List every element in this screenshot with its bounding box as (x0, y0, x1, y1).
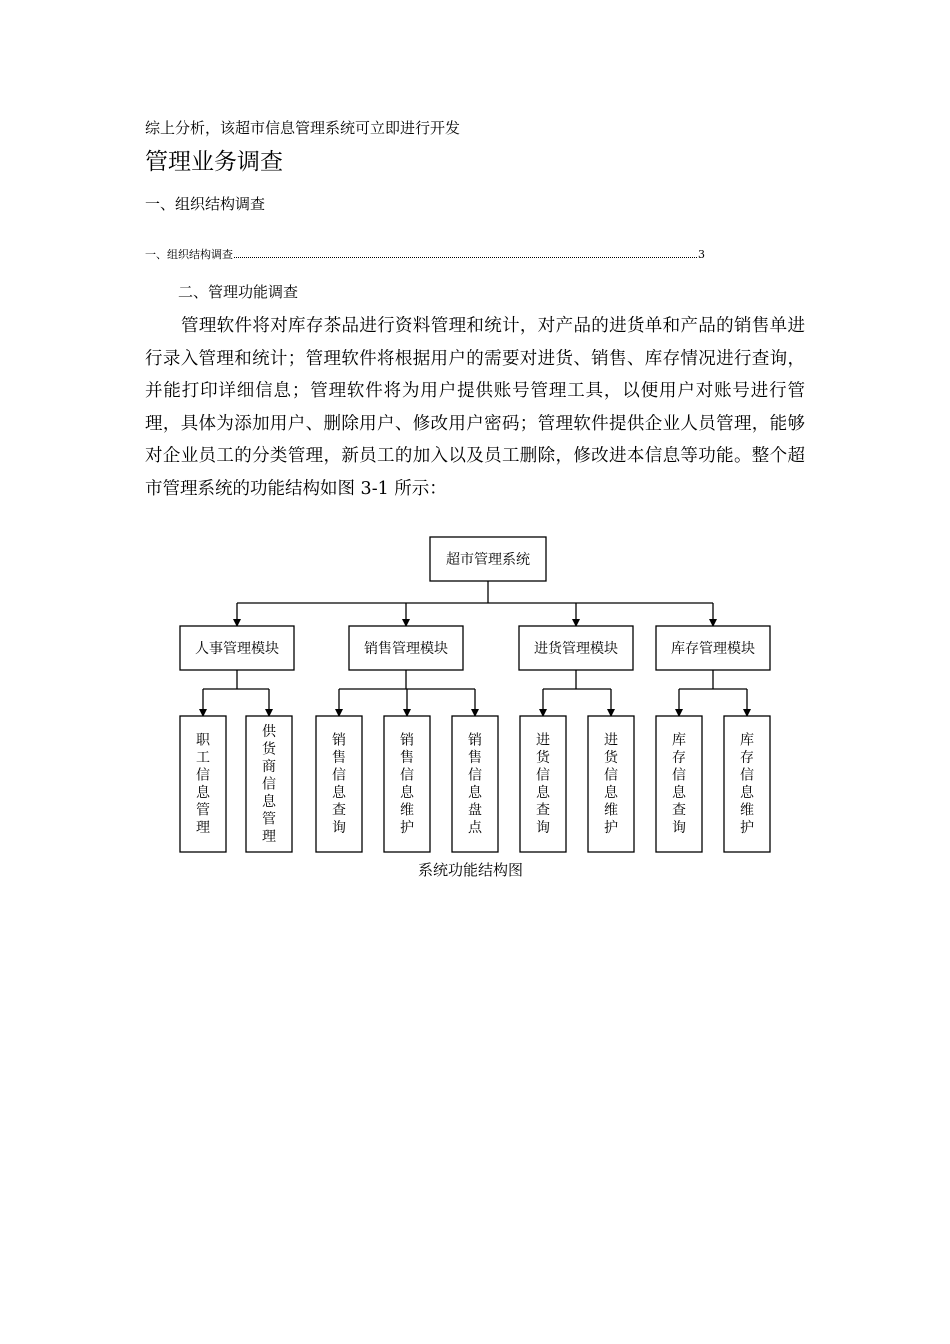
leaf-label: 职工信息管理 (196, 732, 210, 836)
module-label: 库存管理模块 (671, 641, 755, 657)
leaf-label: 销售信息盘点 (468, 732, 482, 836)
leaf-label: 供货商信息管理 (262, 723, 276, 845)
leaf-label: 库存信息查询 (672, 732, 686, 836)
leaf-label: 进货信息维护 (604, 732, 618, 836)
section-heading: 管理业务调查 (145, 149, 283, 175)
leaf-label: 销售信息查询 (332, 732, 346, 836)
root-label: 超市管理系统 (446, 552, 530, 568)
leaf-label: 销售信息维护 (400, 732, 414, 836)
subsection-org-structure: 一、组织结构调查 (145, 195, 266, 213)
module-label: 进货管理模块 (534, 641, 618, 657)
subsection-function-survey: 二、管理功能调查 (178, 283, 299, 301)
intro-line: 综上分析，该超市信息管理系统可立即进行开发 (145, 119, 461, 137)
diagram-caption: 系统功能结构图 (418, 861, 524, 879)
leaf-label: 库存信息维护 (740, 732, 754, 836)
module-label: 人事管理模块 (195, 641, 279, 657)
toc-entry-label: 一、组织结构调查 (145, 248, 233, 261)
module-label: 销售管理模块 (364, 641, 448, 657)
body-paragraph: 管理软件将对库存茶品进行资料管理和统计，对产品的进货单和产品的销售单进行录入管理和统计；管理软件将根据用户的需要对进货、销售、库存情况进行查询，并能打印详细信息；管理软件将为用户提供账号管理工具，以便用户对账号进行管理，具体为添加用户、删除用户、修改用户密码；管理软件提供企业人员管理，能够对企业员工的分类管理，新员工的加入以及员工删除，修改进本信息等功能。整个超市管理系统的功能结构如图 3-1 所示： (145, 316, 805, 499)
leaf-label: 进货信息查询 (536, 732, 550, 836)
toc-entry-page: 3 (698, 248, 705, 261)
